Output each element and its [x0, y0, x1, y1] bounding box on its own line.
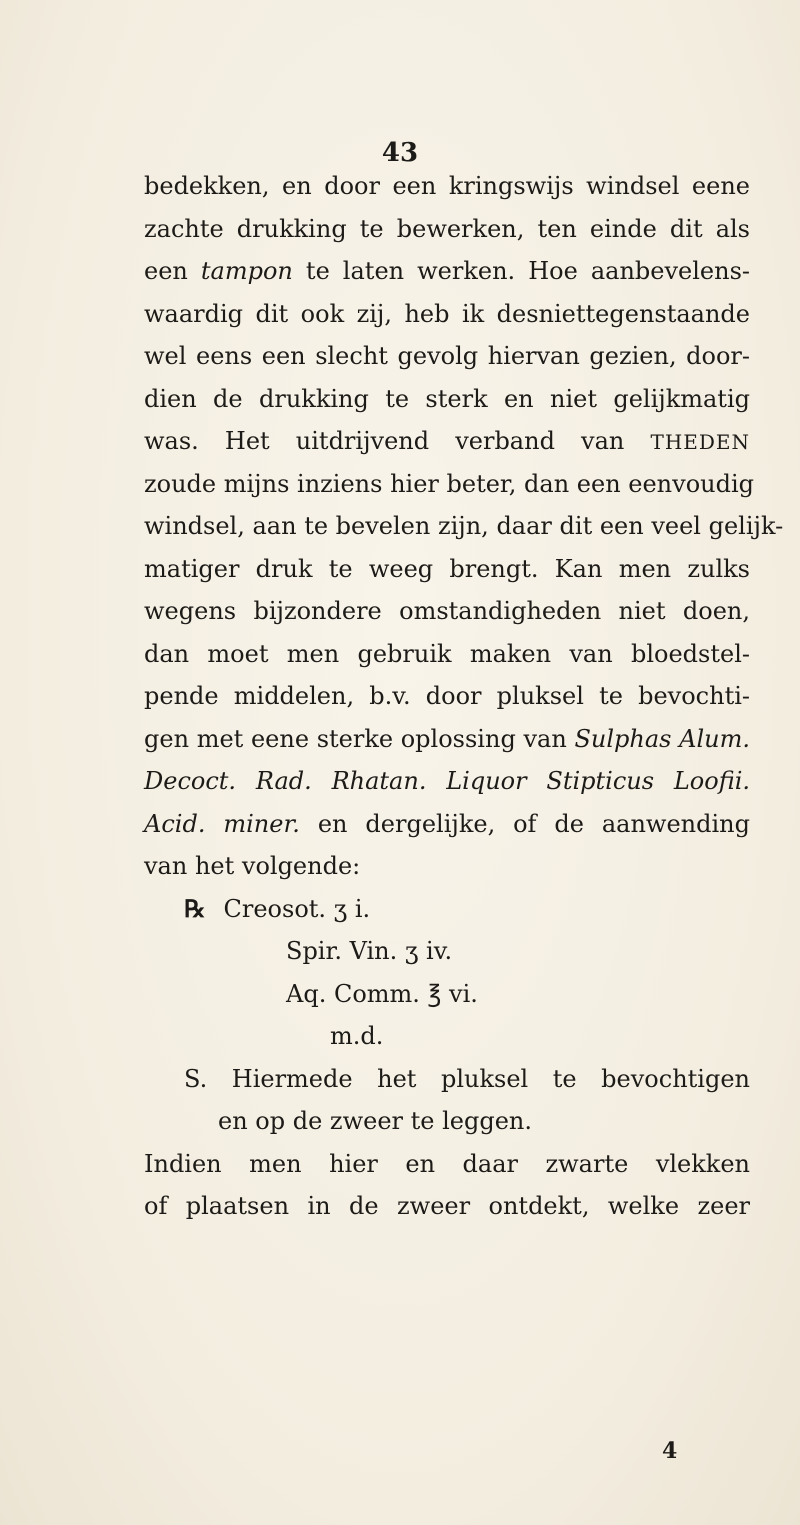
text-line-8: zoude mijns inziens hier beter, dan een eenvoudig	[144, 469, 755, 498]
text-line-14: gen met eene sterke oplossing van Sulphas Alum.	[144, 724, 751, 753]
author-name-theden: THEDEN	[650, 430, 750, 454]
closing-line-2: of plaatsen in de zweer ontdekt, welke zeer	[144, 1192, 750, 1220]
text-line-3: een tampon te laten werken. Hoe aanbevelens-	[144, 257, 750, 285]
recipe-item: Creosot. ʒ i.	[223, 894, 371, 923]
catchword: 4	[662, 1438, 678, 1464]
recipe-line-3: Aq. Comm. ℥ vi.	[286, 979, 478, 1008]
recipe-line-2: Spir. Vin. ʒ iv.	[286, 937, 453, 965]
text-line-13: pende middelen, b.v. door pluksel te bevochti-	[144, 682, 750, 710]
text-line-11: wegens bijzondere omstandigheden niet doen,	[144, 597, 750, 625]
recipe-symbol-icon: ℞	[184, 893, 206, 923]
text-line-4: waardig dit ook zij, heb ik desniettegenstaande	[144, 299, 750, 328]
term-tampon: tampon	[200, 257, 293, 285]
text-line-6: dien de drukking te sterk en niet gelijkmatig	[144, 384, 750, 413]
term-sulphas-alum: Sulphas Alum.	[574, 724, 751, 753]
text-line-15	[144, 760, 750, 803]
text-line-17: van het volgende:	[144, 852, 361, 880]
recipe-line-1	[144, 888, 750, 931]
body-text	[144, 165, 784, 1228]
text-line-5: wel eens een slecht gevolg hiervan gezien, door-	[144, 342, 750, 370]
text-line-9: windsel, aan te bevelen zijn, daar dit een veel gelijk-	[144, 512, 784, 540]
term-acid-miner: Acid. miner.	[144, 809, 300, 838]
text-line-1: bedekken, en door een kringswijs windsel eene	[144, 172, 750, 200]
text-line-10: matiger druk te weeg brengt. Kan men zulks	[144, 554, 750, 583]
term-decoct-rad: Decoct. Rad. Rhatan. Liquor Stipticus Loofii.	[144, 767, 750, 795]
recipe-line-4: m.d.	[330, 1022, 384, 1050]
text-line-7: was. Het uitdrijvend verband van THEDEN	[144, 427, 750, 455]
text-line-16: Acid. miner. en dergelijke, of de aanwending	[144, 809, 750, 838]
text-line-12: dan moet men gebruik maken van bloedstel-	[144, 639, 750, 668]
closing-line-1: Indien men hier en daar zwarte vlekken	[144, 1149, 750, 1178]
page-number: 43	[381, 138, 419, 168]
signa-line-2: en op de zweer te leggen.	[218, 1107, 532, 1135]
signa-line-1: S. Hiermede het pluksel te bevochtigen	[184, 1064, 750, 1093]
text-line-2: zachte drukking te bewerken, ten einde dit als	[144, 214, 750, 243]
